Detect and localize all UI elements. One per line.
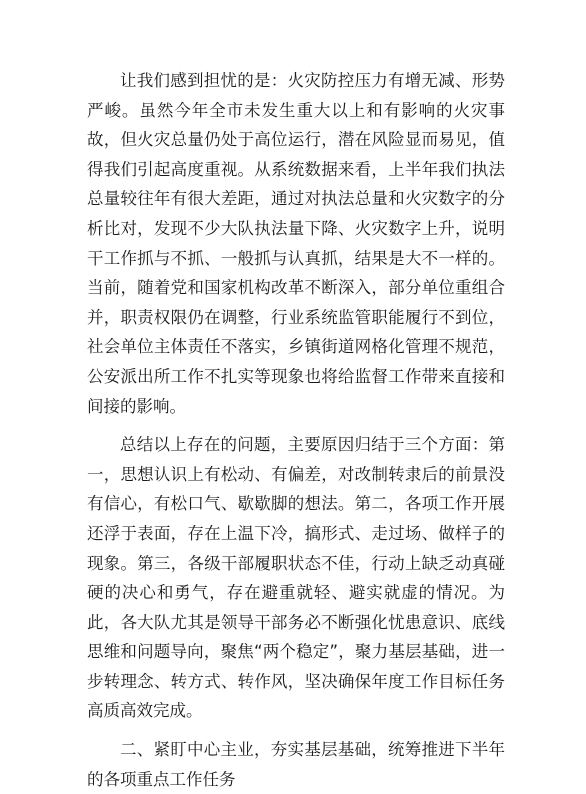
body-paragraph: 让我们感到担忧的是：火灾防控压力有增无减、形势严峻。虽然今年全市未发生重大以上和有影响的火灾事故，但火灾总量仍处于高位运行，潜在风险显而易见，值得我们引起高度重视。从系统数据来看，上半年我们执法总量较往年有很大差距，通过对执法总量和火灾数字的分析比对，发现不少大队执法量下降、火灾数字上升，说明干工作抓与不抓、一般抓与认真抓，结果是大不一样的。当前，随着党和国家机构改革不断深入，部分单位重组合并，职责权限仍在调整，行业系统监管职能履行不到位，社会单位主体责任不落实，乡镇街道网格化管理不规范，公安派出所工作不扎实等现象也将给监督工作带来直接和间接的影响。 <box>87 71 505 416</box>
document-body <box>87 66 505 794</box>
section-heading: 二、紧盯中心主业，夯实基层基础，统筹推进下半年的各项重点工作任务 <box>87 740 505 789</box>
paragraph-spacer <box>87 421 505 430</box>
body-paragraph: 总结以上存在的问题，主要原因归结于三个方面：第一，思想认识上有松动、有偏差，对改制转隶后的前景没有信心，有松口气、歇歇脚的想法。第二，各项工作开展还浮于表面，存在上温下冷，搞形式、走过场、做样子的现象。第三，各级干部履职状态不佳，行动上缺乏动真碰硬的决心和勇气，存在避重就轻、避实就虚的情况。为此，各大队尤其是领导干部务必不断强化忧患意识、底线思维和问题导向，聚焦“两个稳定”，聚力基层基础，进一步转理念、转方式、转作风，坚决确保年度工作目标任务高质高效完成。 <box>87 435 505 721</box>
paragraph-spacer <box>87 726 505 735</box>
